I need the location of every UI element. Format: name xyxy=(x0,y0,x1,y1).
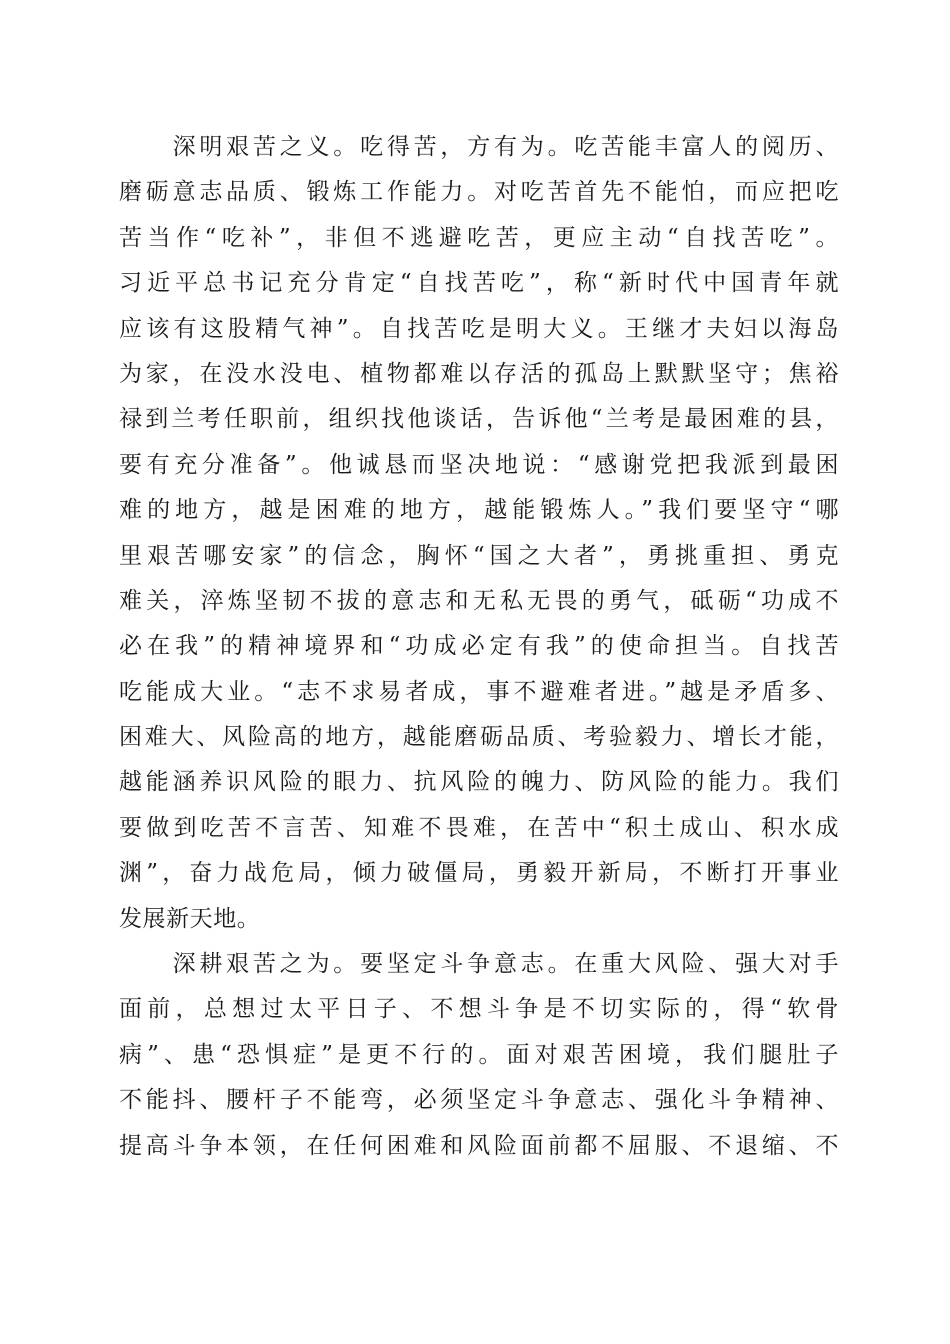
text-line: 要有充分准备”。他诚恳而坚决地说：“感谢党把我派到最困 xyxy=(119,451,839,478)
text-line: 越能涵养识风险的眼力、抗风险的魄力、防风险的能力。我们 xyxy=(119,769,839,796)
text-line: 必在我”的精神境界和“功成必定有我”的使命担当。自找苦 xyxy=(119,633,839,660)
text-line: 为家，在没水没电、植物都难以存活的孤岛上默默坚守；焦裕 xyxy=(119,360,839,387)
text-line: 不能抖、腰杆子不能弯，必须坚定斗争意志、强化斗争精神、 xyxy=(119,1087,839,1114)
text-line: 深明艰苦之义。吃得苦，方有为。吃苦能丰富人的阅历、 xyxy=(119,134,839,160)
body-text xyxy=(119,125,839,1169)
text-line: 深耕艰苦之为。要坚定斗争意志。在重大风险、强大对手 xyxy=(119,951,839,978)
text-line: 困难大、风险高的地方，越能磨砺品质、考验毅力、增长才能， xyxy=(119,724,839,751)
text-line: 提高斗争本领，在任何困难和风险面前都不屈服、不退缩、不 xyxy=(119,1132,839,1159)
text-line: 应该有这股精气神”。自找苦吃是明大义。王继才夫妇以海岛 xyxy=(119,315,839,342)
text-line: 难的地方，越是困难的地方，越能锻炼人。”我们要坚守“哪 xyxy=(119,497,839,524)
text-line: 里艰苦哪安家”的信念，胸怀“国之大者”，勇挑重担、勇克 xyxy=(119,542,839,569)
text-line: 吃能成大业。“志不求易者成，事不避难者进。”越是矛盾多、 xyxy=(119,678,839,705)
text-line: 磨砺意志品质、锻炼工作能力。对吃苦首先不能怕，而应把吃 xyxy=(119,179,839,206)
text-line: 禄到兰考任职前，组织找他谈话，告诉他“兰考是最困难的县， xyxy=(119,406,839,433)
text-line: 难关，淬炼坚韧不拔的意志和无私无畏的勇气，砥砺“功成不 xyxy=(119,587,839,614)
text-line: 病”、患“恐惧症”是更不行的。面对艰苦困境，我们腿肚子 xyxy=(119,1041,839,1068)
text-line: 习近平总书记充分肯定“自找苦吃”，称“新时代中国青年就 xyxy=(119,270,839,297)
text-line: 要做到吃苦不言苦、知难不畏难，在苦中“积土成山、积水成 xyxy=(119,814,839,841)
text-line: 苦当作“吃补”，非但不逃避吃苦，更应主动“自找苦吃”。 xyxy=(119,224,839,251)
text-line: 渊”，奋力战危局，倾力破僵局，勇毅开新局，不断打开事业 xyxy=(119,860,839,887)
text-line-paragraph-end: 发展新天地。 xyxy=(119,905,261,932)
text-line: 面前，总想过太平日子、不想斗争是不切实际的，得“软骨 xyxy=(119,996,839,1023)
